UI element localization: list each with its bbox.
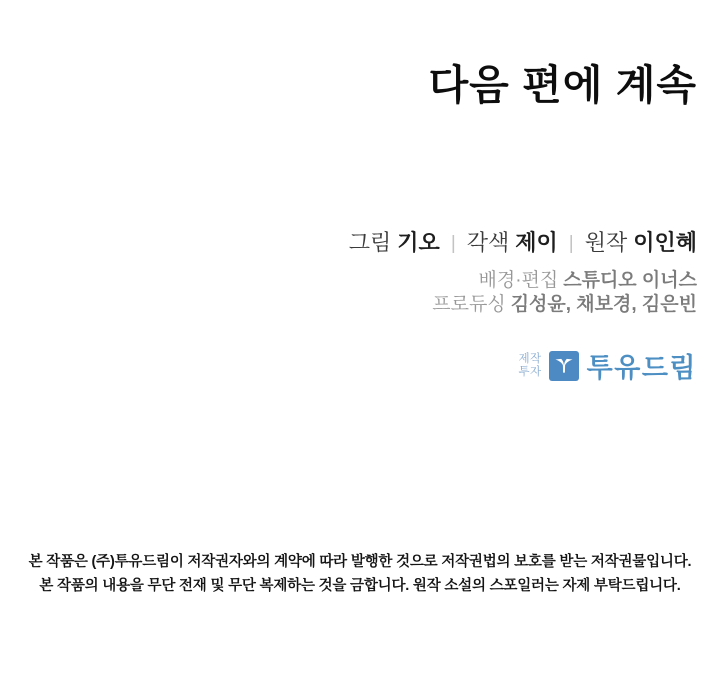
production-label-line1: 제작 bbox=[518, 352, 542, 365]
production-investment-label bbox=[518, 353, 541, 379]
copyright-line1: 본 작품은 (주)투유드림이 저작권자와의 계약에 따라 발행한 것으로 저작권법의 보호를 받는 저작권물입니다. bbox=[28, 554, 692, 570]
credit-original bbox=[585, 230, 697, 255]
credit-name: 제이 bbox=[515, 230, 558, 255]
copyright-line2: 본 작품의 내용을 무단 전재 및 무단 복제하는 것을 금합니다. 원작 소설의 스포일러는 자제 부탁드립니다. bbox=[39, 577, 681, 594]
credits-secondary bbox=[432, 269, 697, 316]
credit-role: 각색 bbox=[466, 230, 510, 255]
credit-name: 기오 bbox=[397, 230, 440, 255]
credit-adaptation bbox=[467, 230, 558, 255]
credit-artist bbox=[349, 230, 440, 255]
credit-role: 배경·편집 bbox=[478, 270, 559, 291]
page-title: 다음 편에 계속 bbox=[428, 62, 697, 108]
copyright-notice bbox=[0, 551, 720, 598]
credit-background-editing bbox=[432, 269, 697, 293]
credit-name: 김성윤, 채보경, 김은빈 bbox=[510, 293, 697, 315]
credit-name: 이인혜 bbox=[633, 230, 697, 255]
production-credit bbox=[518, 346, 697, 385]
credit-role: 프로듀싱 bbox=[432, 293, 506, 315]
tooyoodream-logo-icon bbox=[549, 351, 579, 381]
credit-name: 스튜디오 이너스 bbox=[563, 270, 697, 291]
credit-producing bbox=[432, 293, 697, 317]
credit-separator: | bbox=[568, 233, 574, 254]
credits-primary bbox=[349, 226, 697, 257]
tooyoodream-wordmark: 투유드림 bbox=[586, 353, 697, 383]
production-label-line2: 투자 bbox=[518, 365, 542, 378]
credit-role: 원작 bbox=[584, 230, 628, 255]
credit-separator: | bbox=[450, 233, 456, 254]
credit-role: 그림 bbox=[348, 230, 392, 255]
